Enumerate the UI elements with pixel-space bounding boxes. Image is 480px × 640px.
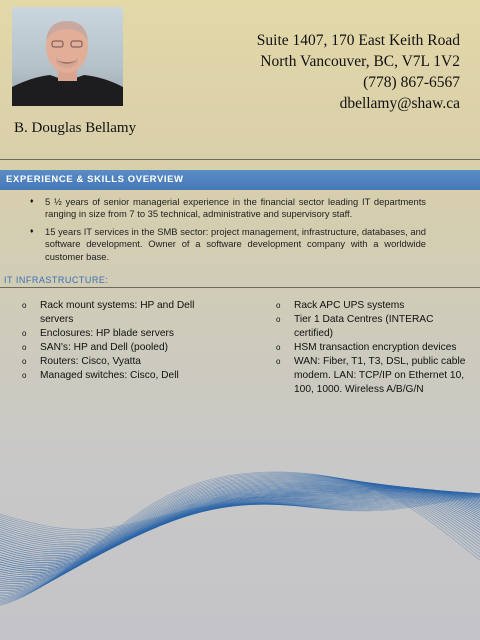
- contact-block: [257, 30, 460, 114]
- list-item-text: HSM transaction encryption devices: [294, 342, 457, 353]
- circle-bullet-icon: o: [276, 343, 281, 352]
- list-item: [22, 355, 212, 369]
- infrastructure-left-list: [22, 299, 212, 383]
- list-item-text: SAN's: HP and Dell (pooled): [40, 342, 169, 353]
- list-item: [276, 341, 472, 355]
- email-address: dbellamy@shaw.ca: [339, 95, 460, 112]
- person-name: B. Douglas Bellamy: [14, 120, 137, 136]
- experience-bullet: [30, 226, 426, 263]
- address-line-1: Suite 1407, 170 East Keith Road: [256, 32, 460, 49]
- circle-bullet-icon: o: [22, 329, 27, 338]
- list-item: [276, 355, 472, 397]
- diamond-bullet-icon: ♦: [30, 227, 34, 235]
- circle-bullet-icon: o: [22, 343, 27, 352]
- circle-bullet-icon: o: [22, 357, 27, 366]
- header-divider: [0, 159, 480, 160]
- list-item: [276, 313, 472, 341]
- list-item-text: WAN: Fiber, T1, T3, DSL, public cable modem. LAN: TCP/IP on Ethernet 10, 100, 1000. Wireless A/B/G/N: [294, 356, 466, 395]
- infrastructure-right-list: [276, 299, 472, 397]
- diamond-bullet-icon: ♦: [30, 198, 34, 205]
- list-item-text: Managed switches: Cisco, Dell: [40, 370, 179, 381]
- circle-bullet-icon: o: [276, 357, 281, 366]
- circle-bullet-icon: o: [276, 301, 281, 310]
- experience-section-bar: [0, 170, 480, 190]
- phone-number: (778) 867-6567: [363, 74, 460, 91]
- list-item: [22, 369, 212, 383]
- experience-section-title: EXPERIENCE & SKILLS OVERVIEW: [6, 174, 184, 185]
- experience-bullet: [30, 196, 426, 221]
- list-item: [276, 299, 472, 313]
- list-item: [22, 341, 212, 355]
- address-line-2: North Vancouver, BC, V7L 1V2: [260, 53, 460, 70]
- infrastructure-divider: [0, 287, 480, 288]
- list-item-text: Rack mount systems: HP and Dell servers: [40, 300, 195, 325]
- list-item-text: Enclosures: HP blade servers: [40, 328, 175, 339]
- list-item: [22, 327, 212, 341]
- experience-bullet-text: 15 years IT services in the SMB sector: project management, infrastructure, databases, and software development. Owner of a software development company with a worldwide customer base.: [45, 225, 426, 262]
- list-item-text: Tier 1 Data Centres (INTERAC certified): [294, 314, 434, 339]
- list-item-text: Routers: Cisco, Vyatta: [40, 356, 141, 367]
- infrastructure-heading: IT INFRASTRUCTURE:: [4, 275, 109, 285]
- circle-bullet-icon: o: [22, 301, 27, 310]
- experience-bullet-text: 5 ½ years of senior managerial experience in the financial sector leading IT departments ranging in size from 7 to 35 technical, administrative and supervisory staff.: [45, 196, 426, 220]
- profile-photo: [12, 7, 123, 106]
- experience-bullets: [30, 196, 426, 268]
- list-item-text: Rack APC UPS systems: [294, 300, 405, 311]
- decorative-wave-graphic: [0, 470, 480, 640]
- circle-bullet-icon: o: [276, 315, 281, 324]
- circle-bullet-icon: o: [22, 371, 27, 380]
- list-item: [22, 299, 212, 327]
